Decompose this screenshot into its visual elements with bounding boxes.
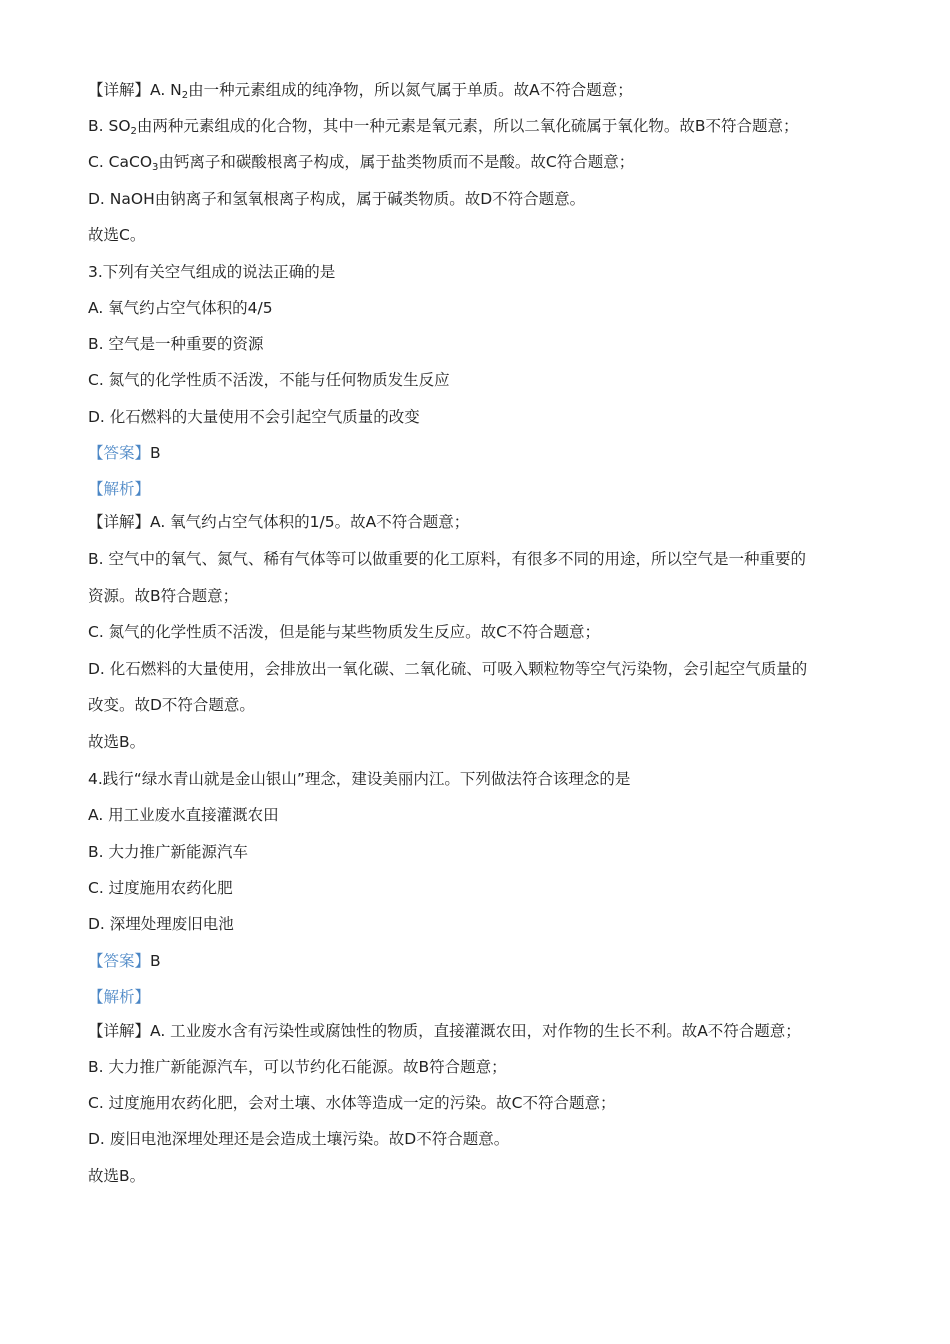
q3-analysis-label: 【解析】	[88, 480, 151, 498]
q3-option-d: D. 化石燃料的大量使用不会引起空气质量的改变	[88, 408, 420, 426]
q2-detail-c: C. CaCO$_3$由钙离子和碳酸根离子构成，属于盐类物质而不是酸。故C符合题意；	[88, 153, 635, 173]
q4-option-d: D. 深埋处理废旧电池	[88, 915, 234, 933]
q3-stem: 3.下列有关空气组成的说法正确的是	[88, 263, 336, 281]
q4-option-c: C. 过度施用农药化肥	[88, 879, 233, 897]
q4-detail-line: B. 大力推广新能源汽车，可以节约化石能源。故B符合题意；	[88, 1058, 507, 1076]
q3-detail-line: 改变。故D不符合题意。	[88, 696, 255, 714]
q3-option-c: C. 氮气的化学性质不活泼，不能与任何物质发生反应	[88, 371, 450, 389]
answer-value: B	[150, 952, 161, 970]
q3-detail-line: 资源。故B符合题意；	[88, 587, 239, 605]
answer-label: 【答案】	[88, 952, 151, 970]
q4-detail-line: C. 过度施用农药化肥，会对土壤、水体等造成一定的污染。故C不符合题意；	[88, 1094, 616, 1112]
q3-detail-line: 【详解】A. 氧气约占空气体积的1/5。故A不符合题意；	[88, 513, 470, 531]
q3-option-b: B. 空气是一种重要的资源	[88, 335, 264, 353]
q3-conclusion: 故选B。	[88, 733, 146, 751]
q4-conclusion: 故选B。	[88, 1167, 146, 1185]
answer-label: 【答案】	[88, 444, 151, 462]
q3-option-a: A. 氧气约占空气体积的4/5	[88, 299, 273, 317]
q4-stem: 4.践行“绿水青山就是金山银山”理念，建设美丽内江。下列做法符合该理念的是	[88, 770, 631, 788]
q4-answer	[88, 950, 161, 972]
q4-analysis-label: 【解析】	[88, 988, 151, 1006]
q4-option-a: A. 用工业废水直接灌溉农田	[88, 806, 279, 824]
q4-option-b: B. 大力推广新能源汽车	[88, 843, 248, 861]
q2-conclusion: 故选C。	[88, 226, 146, 244]
answer-value: B	[150, 444, 161, 462]
q3-detail-line: D. 化石燃料的大量使用，会排放出一氧化碳、二氧化硫、可吸入颗粒物等空气污染物，会引起空气质量的	[88, 660, 808, 678]
q2-detail-b: B. $SO_2$由两种元素组成的化合物，其中一种元素是氧元素，所以二氧化硫属于氧化物。故B不符合题意；	[88, 117, 799, 137]
q3-detail-line: C. 氮气的化学性质不活泼，但是能与某些物质发生反应。故C不符合题意；	[88, 623, 601, 641]
q4-detail-line: D. 废旧电池深埋处理还是会造成土壤污染。故D不符合题意。	[88, 1130, 510, 1148]
q2-detail-a: 【详解】A. $N_2$由一种元素组成的纯净物，所以氮气属于单质。故A不符合题意；	[88, 81, 633, 101]
q3-detail-line: B. 空气中的氧气、氮气、稀有气体等可以做重要的化工原料，有很多不同的用途，所以空气是一种重要的	[88, 550, 806, 568]
q3-answer	[88, 442, 161, 464]
q2-detail-d: D. NaOH由钠离子和氢氧根离子构成，属于碱类物质。故D不符合题意。	[88, 190, 586, 208]
q4-detail-line: 【详解】A. 工业废水含有污染性或腐蚀性的物质，直接灌溉农田，对作物的生长不利。故A不符合题意；	[88, 1022, 801, 1040]
